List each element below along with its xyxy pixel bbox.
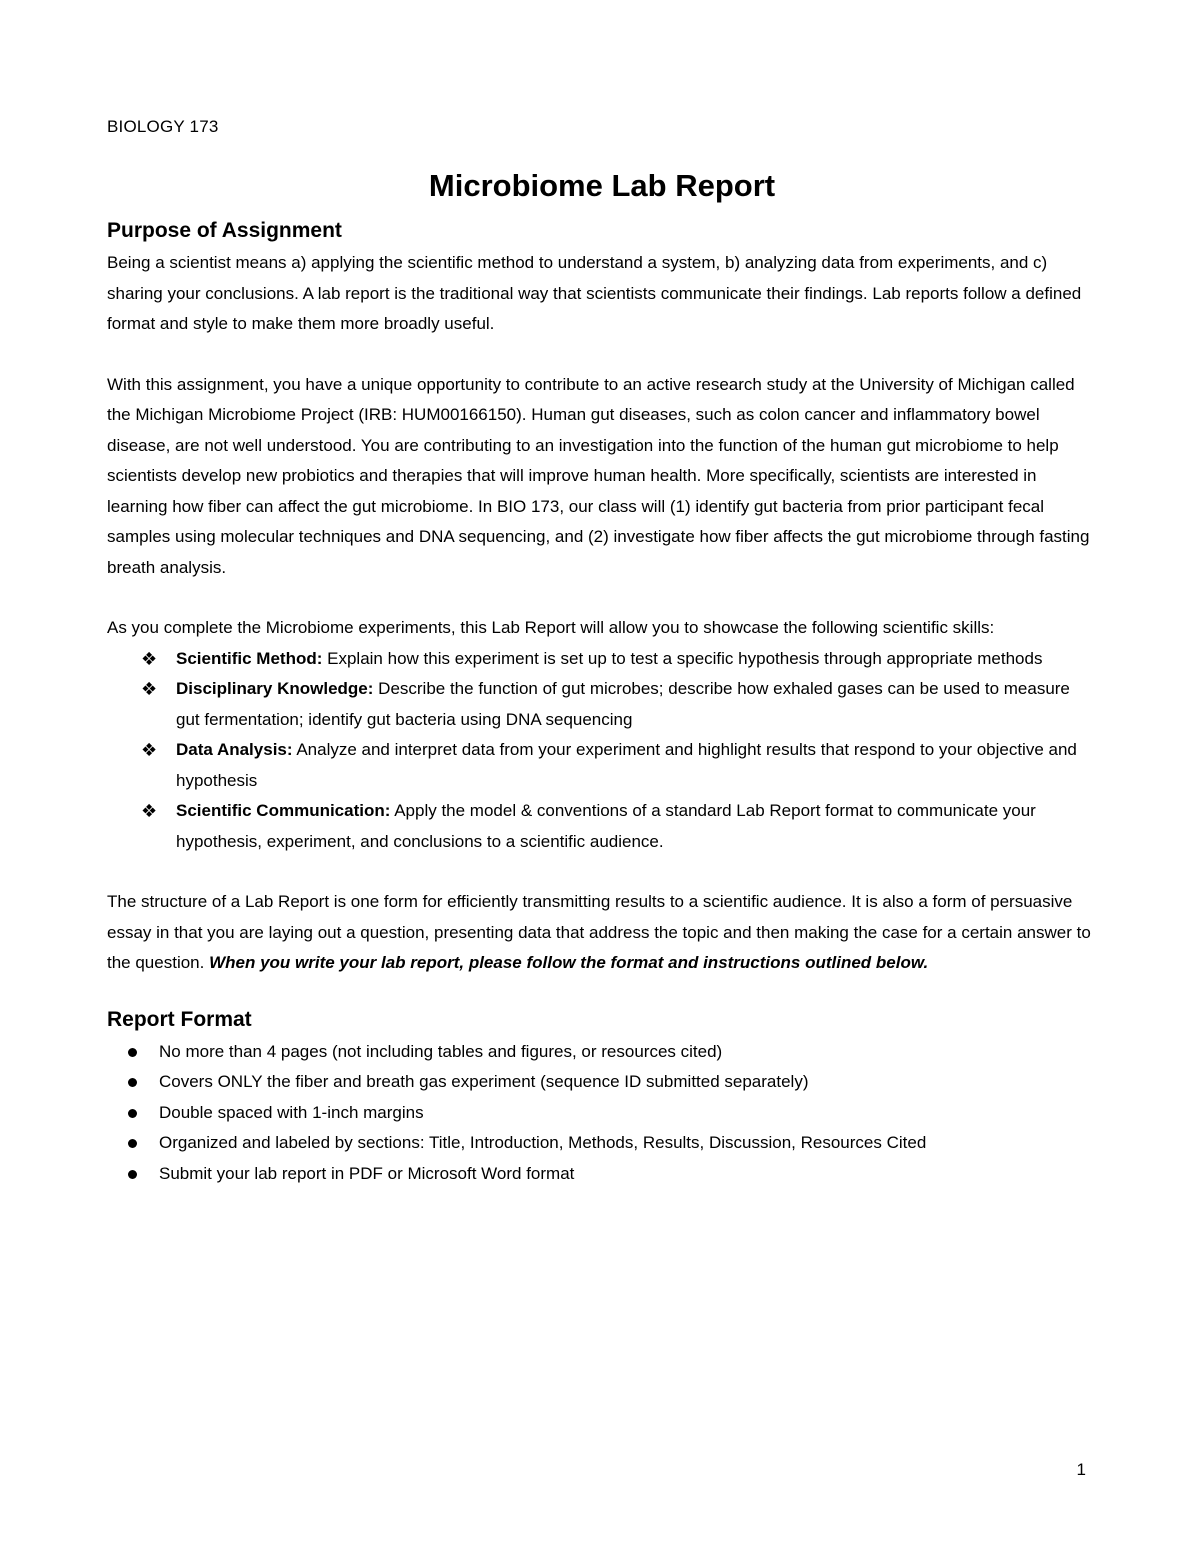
skills-list	[107, 644, 1097, 858]
bullet-dot-icon	[128, 1139, 137, 1148]
paragraph-text: The structure of a Lab Report is one form for efficiently transmitting results to a scientific audience. It is also a form of persuasive essay in that you are laying out a question, presenting data that address the topic and then making the case for a certain answer to the question.	[107, 892, 1091, 972]
document-title: Microbiome Lab Report	[428, 168, 776, 203]
purpose-paragraph-2: With this assignment, you have a unique opportunity to contribute to an active research study at the University of Michigan called the Michigan Microbiome Project (IRB: HUM00166150). Human gut diseases, such as colon cancer and inflammatory bowel disease, are not well understood. You are contributing to an investigation into the function of the human gut microbiome to help scientists develop new probiotics and therapies that will improve human health. More specifically, scientists are interested in learning how fiber can affect the gut microbiome. In BIO 173, our class will (1) identify gut bacteria from prior participant fecal samples using molecular techniques and DNA sequencing, and (2) investigate how fiber affects the gut microbiome through fasting breath analysis.	[107, 374, 1090, 577]
format-item	[107, 1128, 1097, 1159]
purpose-paragraph-1: Being a scientist means a) applying the scientific method to understand a system, b) analyzing data from experiments, and c) sharing your conclusions. A lab report is the traditional way that scientists communicate their findings. Lab reports follow a defined format and style to make them more broadly useful.	[107, 253, 1082, 333]
format-item-text: No more than 4 pages (not including tables and figures, or resources cited)	[159, 1041, 723, 1061]
paragraph-spacer	[107, 340, 1097, 370]
skill-description: Explain how this experiment is set up to test a specific hypothesis through appropriate methods	[322, 648, 1043, 668]
format-item-text: Covers ONLY the fiber and breath gas experiment (sequence ID submitted separately)	[159, 1072, 809, 1091]
skill-term: Scientific Communication:	[176, 801, 391, 820]
skill-item-scientific-communication	[107, 796, 1097, 857]
bullet-dot-icon	[128, 1048, 137, 1057]
skill-term: Scientific Method:	[176, 648, 323, 668]
bullet-dot-icon	[128, 1078, 137, 1087]
report-format-list	[107, 1037, 1097, 1190]
format-item	[107, 1067, 1097, 1098]
format-item	[107, 1098, 1097, 1129]
purpose-paragraph-4	[107, 887, 1097, 979]
format-instruction-emphasis: When you write your lab report, please follow the format and instructions outlined below.	[209, 953, 929, 972]
bullet-dot-icon	[128, 1170, 137, 1179]
skill-item-scientific-method	[107, 644, 1097, 675]
paragraph-spacer	[107, 857, 1097, 887]
format-item-text: Organized and labeled by sections: Title, Introduction, Methods, Results, Discussion, Resources Cited	[159, 1133, 927, 1152]
diamond-bullet-icon: ❖	[141, 648, 158, 669]
skill-term: Data Analysis:	[176, 740, 293, 759]
skill-term: Disciplinary Knowledge:	[176, 679, 374, 698]
purpose-paragraph-3: As you complete the Microbiome experiments, this Lab Report will allow you to showcase the following scientific skills:	[107, 618, 995, 637]
format-item-text: Double spaced with 1-inch margins	[159, 1102, 424, 1122]
skill-description: Apply the model & conventions of a standard Lab Report format to communicate your hypothesis, experiment, and conclusions to a scientific audience.	[176, 801, 1036, 851]
format-item-text: Submit your lab report in PDF or Microsoft Word format	[159, 1163, 575, 1183]
skill-description: Analyze and interpret data from your experiment and highlight results that respond to your objective and hypothesis	[176, 740, 1077, 790]
diamond-bullet-icon: ❖	[141, 740, 158, 760]
bullet-dot-icon	[128, 1109, 137, 1118]
format-item	[107, 1037, 1097, 1068]
diamond-bullet-icon: ❖	[141, 679, 158, 699]
skill-description: Describe the function of gut microbes; describe how exhaled gases can be used to measure gut fermentation; identify gut bacteria using DNA sequencing	[176, 679, 1070, 729]
course-label: BIOLOGY 173	[107, 117, 219, 136]
report-format-heading: Report Format	[107, 1007, 252, 1031]
purpose-heading: Purpose of Assignment	[107, 219, 342, 242]
format-item	[107, 1159, 1097, 1190]
document-content	[107, 114, 1097, 1189]
page-number: 1	[1076, 1460, 1086, 1479]
paragraph-spacer	[107, 583, 1097, 613]
skill-item-disciplinary-knowledge	[107, 674, 1097, 735]
diamond-bullet-icon: ❖	[141, 801, 158, 821]
skill-item-data-analysis	[107, 735, 1097, 796]
